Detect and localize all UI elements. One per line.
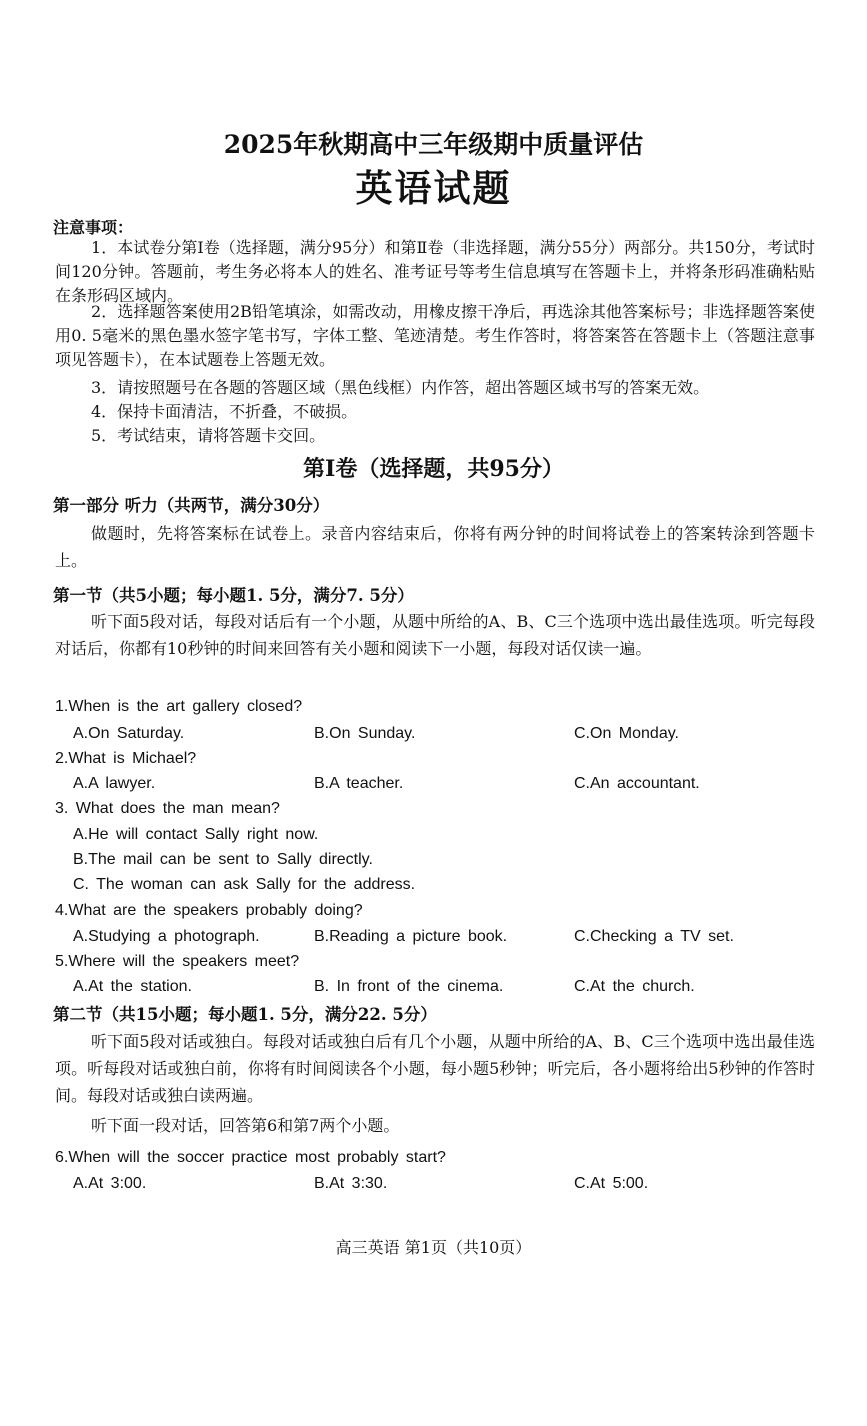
notice-heading: 注意事项： (53, 218, 134, 237)
subject-title: 英语试题 (355, 166, 512, 210)
notice-item-1: 1．本试卷分第Ⅰ卷（选择题，满分95分）和第Ⅱ卷（非选择题，满分55分）两部分。共150分，考试时间120分钟。答题前，考生务必将本人的姓名、准考证号等考生信息填写在答题卡上，并将条形码准确粘贴在条形码区域内。 (55, 238, 815, 305)
part-1-heading: 第一部分 听力（共两节，满分30分） (53, 496, 330, 515)
page-footer: 高三英语 第1页（共10页） (335, 1238, 532, 1257)
question-3-option-b: B.The mail can be sent to Sally directly. (73, 851, 373, 868)
question-2-option-b: B.A teacher. (314, 775, 404, 792)
question-4-option-b: B.Reading a picture book. (314, 928, 508, 945)
question-3-option-a: A.He will contact Sally right now. (73, 826, 319, 843)
volume-1-heading: 第Ⅰ卷（选择题，共95分） (303, 456, 564, 482)
question-1-option-a: A.On Saturday. (73, 725, 185, 742)
question-3-stem: 3. What does the man mean? (55, 800, 280, 817)
question-4-option-c: C.Checking a TV set. (574, 928, 734, 945)
section-1-instructions: 听下面5段对话，每段对话后有一个小题，从题中所给的A、B、C三个选项中选出最佳选项。听完每段对话后，你都有10秒钟的时间来回答有关小题和阅读下一小题，每段对话仅读一遍。 (55, 612, 815, 658)
question-6-option-c: C.At 5:00. (574, 1175, 649, 1192)
question-5-option-b: B. In front of the cinema. (314, 978, 504, 995)
question-1-option-b: B.On Sunday. (314, 725, 416, 742)
section-2-instructions: 听下面5段对话或独白。每段对话或独白后有几个小题，从题中所给的A、B、C三个选项中选出最佳选项。听每段对话或独白前，你将有时间阅读各个小题，每小题5秒钟；听完后，各小题将给出5秒钟的作答时间。每段对话或独白读两遍。 (55, 1032, 815, 1105)
question-5-option-a: A.At the station. (73, 978, 192, 995)
question-2-option-a: A.A lawyer. (73, 775, 156, 792)
question-6-option-b: B.At 3:30. (314, 1175, 388, 1192)
question-6-stem: 6.When will the soccer practice most probably start? (55, 1149, 446, 1166)
question-1-stem: 1.When is the art gallery closed? (55, 698, 303, 715)
notice-item-2: 2．选择题答案使用2B铅笔填涂，如需改动，用橡皮擦干净后，再选涂其他答案标号；非选择题答案使用0. 5毫米的黑色墨水签字笔书写，字体工整、笔迹清楚。考生作答时，将答案答在答题卡上（答题注意事项见答题卡），在本试题卷上答题无效。 (55, 302, 815, 369)
question-4-stem: 4.What are the speakers probably doing? (55, 902, 363, 919)
question-2-stem: 2.What is Michael? (55, 750, 197, 767)
question-5-option-c: C.At the church. (574, 978, 695, 995)
dialog-intro: 听下面一段对话，回答第6和第7两个小题。 (91, 1116, 400, 1135)
notice-item-3: 3．请按照题号在各题的答题区域（黑色线框）内作答，超出答题区域书写的答案无效。 (91, 378, 710, 397)
question-3-option-c: C. The woman can ask Sally for the address. (73, 876, 416, 893)
section-2-heading: 第二节（共15小题；每小题1. 5分，满分22. 5分） (53, 1005, 437, 1024)
notice-item-5: 5．考试结束，请将答题卡交回。 (91, 426, 326, 445)
part-1-intro: 做题时，先将答案标在试卷上。录音内容结束后，你将有两分钟的时间将试卷上的答案转涂到答题卡上。 (55, 524, 815, 570)
question-5-stem: 5.Where will the speakers meet? (55, 953, 300, 970)
question-6-option-a: A.At 3:00. (73, 1175, 147, 1192)
exam-title: 2025年秋期高中三年级期中质量评估 (223, 130, 644, 159)
question-2-option-c: C.An accountant. (574, 775, 700, 792)
question-1-option-c: C.On Monday. (574, 725, 679, 742)
section-1-heading: 第一节（共5小题；每小题1. 5分，满分7. 5分） (53, 586, 414, 605)
question-4-option-a: A.Studying a photograph. (73, 928, 260, 945)
notice-item-4: 4．保持卡面清洁，不折叠，不破损。 (91, 402, 358, 421)
